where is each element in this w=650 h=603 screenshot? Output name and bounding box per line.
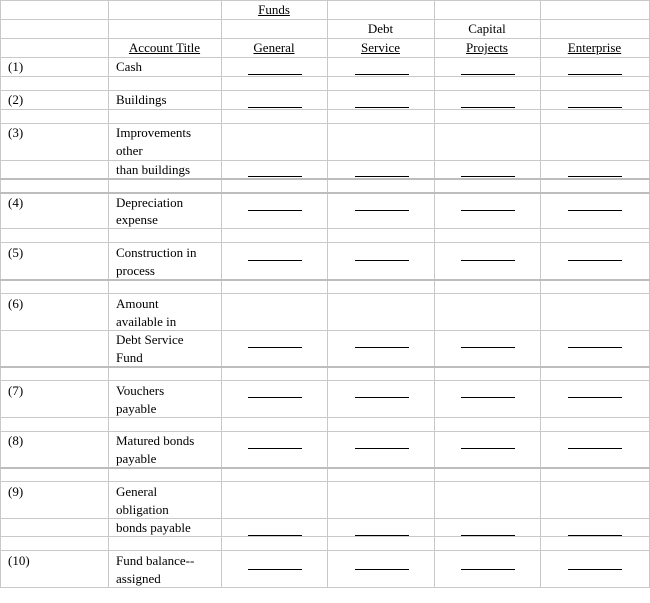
enterprise-column-header: Enterprise [567,40,622,55]
answer-blank-general[interactable] [248,569,302,570]
answer-blank-debt-service[interactable] [355,448,409,449]
answer-blank-debt-service[interactable] [355,107,409,108]
account-title: expense [116,212,158,227]
row-number: (1) [8,59,24,74]
account-title: payable [116,451,157,466]
answer-blank-enterprise[interactable] [568,260,622,261]
row-number: (6) [8,296,24,311]
answer-blank-capital-projects[interactable] [461,107,515,108]
account-title: Buildings [116,92,167,107]
answer-blank-general[interactable] [248,260,302,261]
account-title: obligation [116,502,169,517]
answer-blank-enterprise[interactable] [568,74,622,75]
answer-blank-debt-service[interactable] [355,176,409,177]
answer-blank-enterprise[interactable] [568,176,622,177]
answer-blank-debt-service[interactable] [355,347,409,348]
account-title: Matured bonds [116,433,195,448]
answer-blank-debt-service[interactable] [355,260,409,261]
account-title: available in [116,314,177,329]
answer-blank-capital-projects[interactable] [461,176,515,177]
answer-blank-capital-projects[interactable] [461,535,515,536]
capital-projects-header-line1: Capital [468,21,506,36]
answer-blank-debt-service[interactable] [355,535,409,536]
answer-blank-enterprise[interactable] [568,448,622,449]
answer-blank-enterprise[interactable] [568,397,622,398]
row-number: (4) [8,195,24,210]
row-number: (2) [8,92,24,107]
account-title: Depreciation [116,195,184,210]
account-title: Fund [116,350,143,365]
answer-blank-capital-projects[interactable] [461,448,515,449]
debt-service-header-line2: Service [361,40,400,55]
capital-projects-header-line2: Projects [466,40,508,55]
answer-blank-enterprise[interactable] [568,107,622,108]
answer-blank-debt-service[interactable] [355,569,409,570]
answer-blank-general[interactable] [248,176,302,177]
answer-blank-capital-projects[interactable] [461,260,515,261]
account-title: Amount [116,296,159,311]
answer-blank-enterprise[interactable] [568,210,622,211]
account-title: Construction in [116,245,197,260]
account-title: than buildings [116,162,191,177]
answer-blank-debt-service[interactable] [355,397,409,398]
answer-blank-capital-projects[interactable] [461,569,515,570]
account-title: assigned [116,571,161,586]
answer-blank-general[interactable] [248,347,302,348]
answer-blank-general[interactable] [248,535,302,536]
answer-blank-capital-projects[interactable] [461,74,515,75]
answer-blank-general[interactable] [248,210,302,211]
account-title: Debt Service [116,332,184,347]
answer-blank-capital-projects[interactable] [461,347,515,348]
answer-blank-enterprise[interactable] [568,535,622,536]
account-title: Fund balance-- [116,553,195,568]
answer-blank-capital-projects[interactable] [461,397,515,398]
answer-blank-enterprise[interactable] [568,569,622,570]
account-title-header: Account Title [128,40,201,55]
account-title: process [116,263,155,278]
row-number: (9) [8,484,24,499]
row-number: (3) [8,125,24,140]
debt-service-header-line1: Debt [367,21,394,36]
account-title: bonds payable [116,520,191,535]
account-title: Improvements [116,125,192,140]
account-title: General [116,484,158,499]
row-number: (5) [8,245,24,260]
answer-blank-general[interactable] [248,74,302,75]
answer-blank-enterprise[interactable] [568,347,622,348]
account-title: other [116,143,143,158]
answer-blank-debt-service[interactable] [355,74,409,75]
row-number: (7) [8,383,24,398]
general-column-header: General [253,40,295,55]
account-title: Vouchers [116,383,165,398]
answer-blank-debt-service[interactable] [355,210,409,211]
answer-blank-general[interactable] [248,397,302,398]
account-title: Cash [116,59,142,74]
answer-blank-capital-projects[interactable] [461,210,515,211]
row-number: (10) [8,553,30,568]
row-number: (8) [8,433,24,448]
answer-blank-general[interactable] [248,448,302,449]
funds-group-label: Funds [258,2,290,17]
answer-blank-general[interactable] [248,107,302,108]
account-title: payable [116,401,157,416]
